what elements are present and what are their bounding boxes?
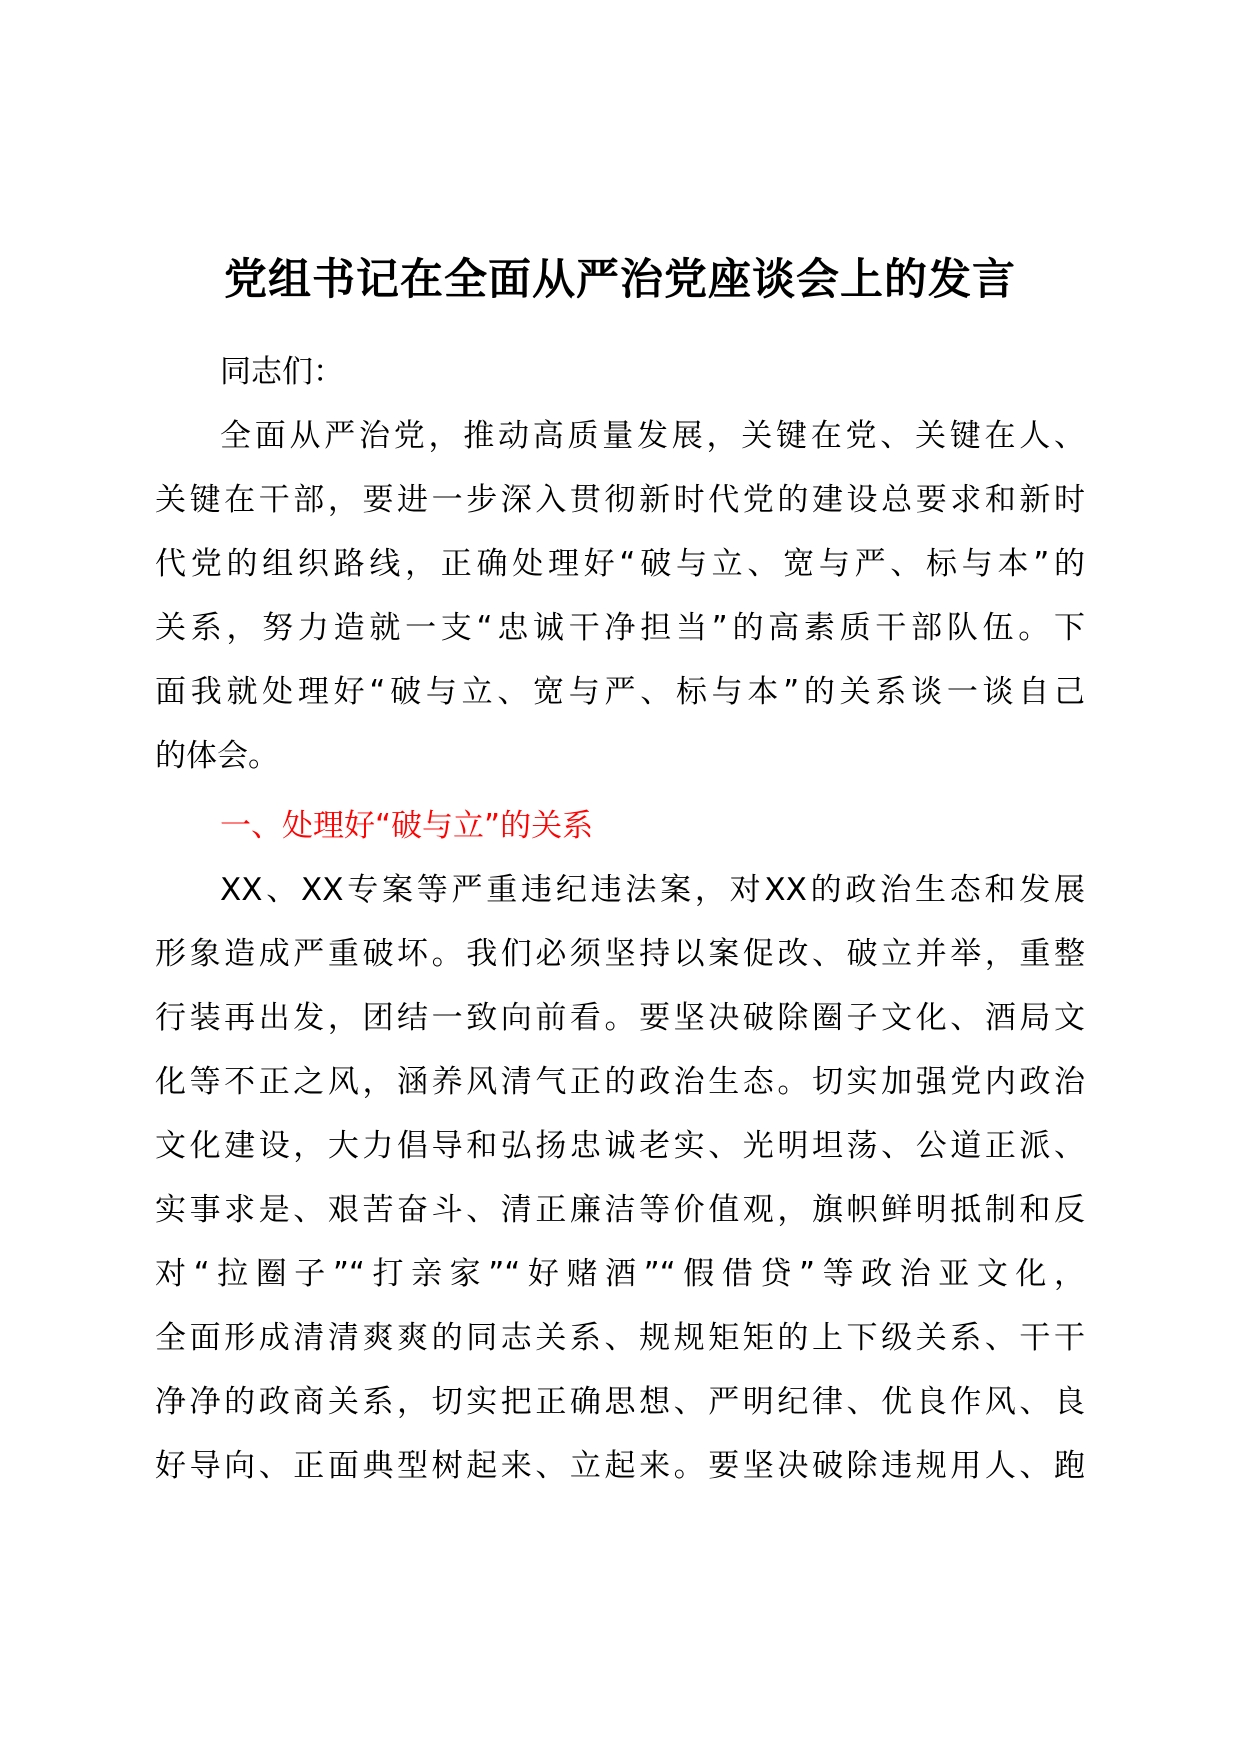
text-line: 化等不正之风，涵养风清气正的政治生态。切实加强党内政治 (155, 1064, 1085, 1100)
text-line: 文化建设，大力倡导和弘扬忠诚老实、光明坦荡、公道正派、 (155, 1128, 1085, 1164)
document-title: 党组书记在全面从严治党座谈会上的发言 (224, 255, 1016, 305)
text-line: 好导向、正面典型树起来、立起来。要坚决破除违规用人、跑 (155, 1448, 1085, 1484)
text-line: 关系，努力造就一支“忠诚干净担当”的高素质干部队伍。下 (155, 610, 1085, 646)
text-line: 的体会。 (155, 738, 279, 774)
text-line: 全面形成清清爽爽的同志关系、规规矩矩的上下级关系、干干 (155, 1320, 1085, 1356)
text-line: 全面从严治党，推动高质量发展，关键在党、关键在人、 (220, 418, 1085, 454)
text-line: 净净的政商关系，切实把正确思想、严明纪律、优良作风、良 (155, 1384, 1085, 1420)
greeting: 同志们： (220, 354, 344, 390)
text-line: 面我就处理好“破与立、宽与严、标与本”的关系谈一谈自己 (155, 674, 1085, 710)
text-line: XX、XX专案等严重违纪违法案，对XX的政治生态和发展 (220, 872, 1085, 908)
text-line: 对“拉圈子”“打亲家”“好赌酒”“假借贷”等政治亚文化， (155, 1256, 1085, 1292)
text-line: 关键在干部，要进一步深入贯彻新时代党的建设总要求和新时 (155, 482, 1085, 518)
text-line: 行装再出发，团结一致向前看。要坚决破除圈子文化、酒局文 (155, 1000, 1085, 1036)
text-line: 形象造成严重破坏。我们必须坚持以案促改、破立并举，重整 (155, 936, 1085, 972)
text-line: 实事求是、艰苦奋斗、清正廉洁等价值观，旗帜鲜明抵制和反 (155, 1192, 1085, 1228)
section-heading: 一、处理好“破与立”的关系 (220, 808, 594, 844)
text-line: 代党的组织路线，正确处理好“破与立、宽与严、标与本”的 (155, 546, 1085, 582)
